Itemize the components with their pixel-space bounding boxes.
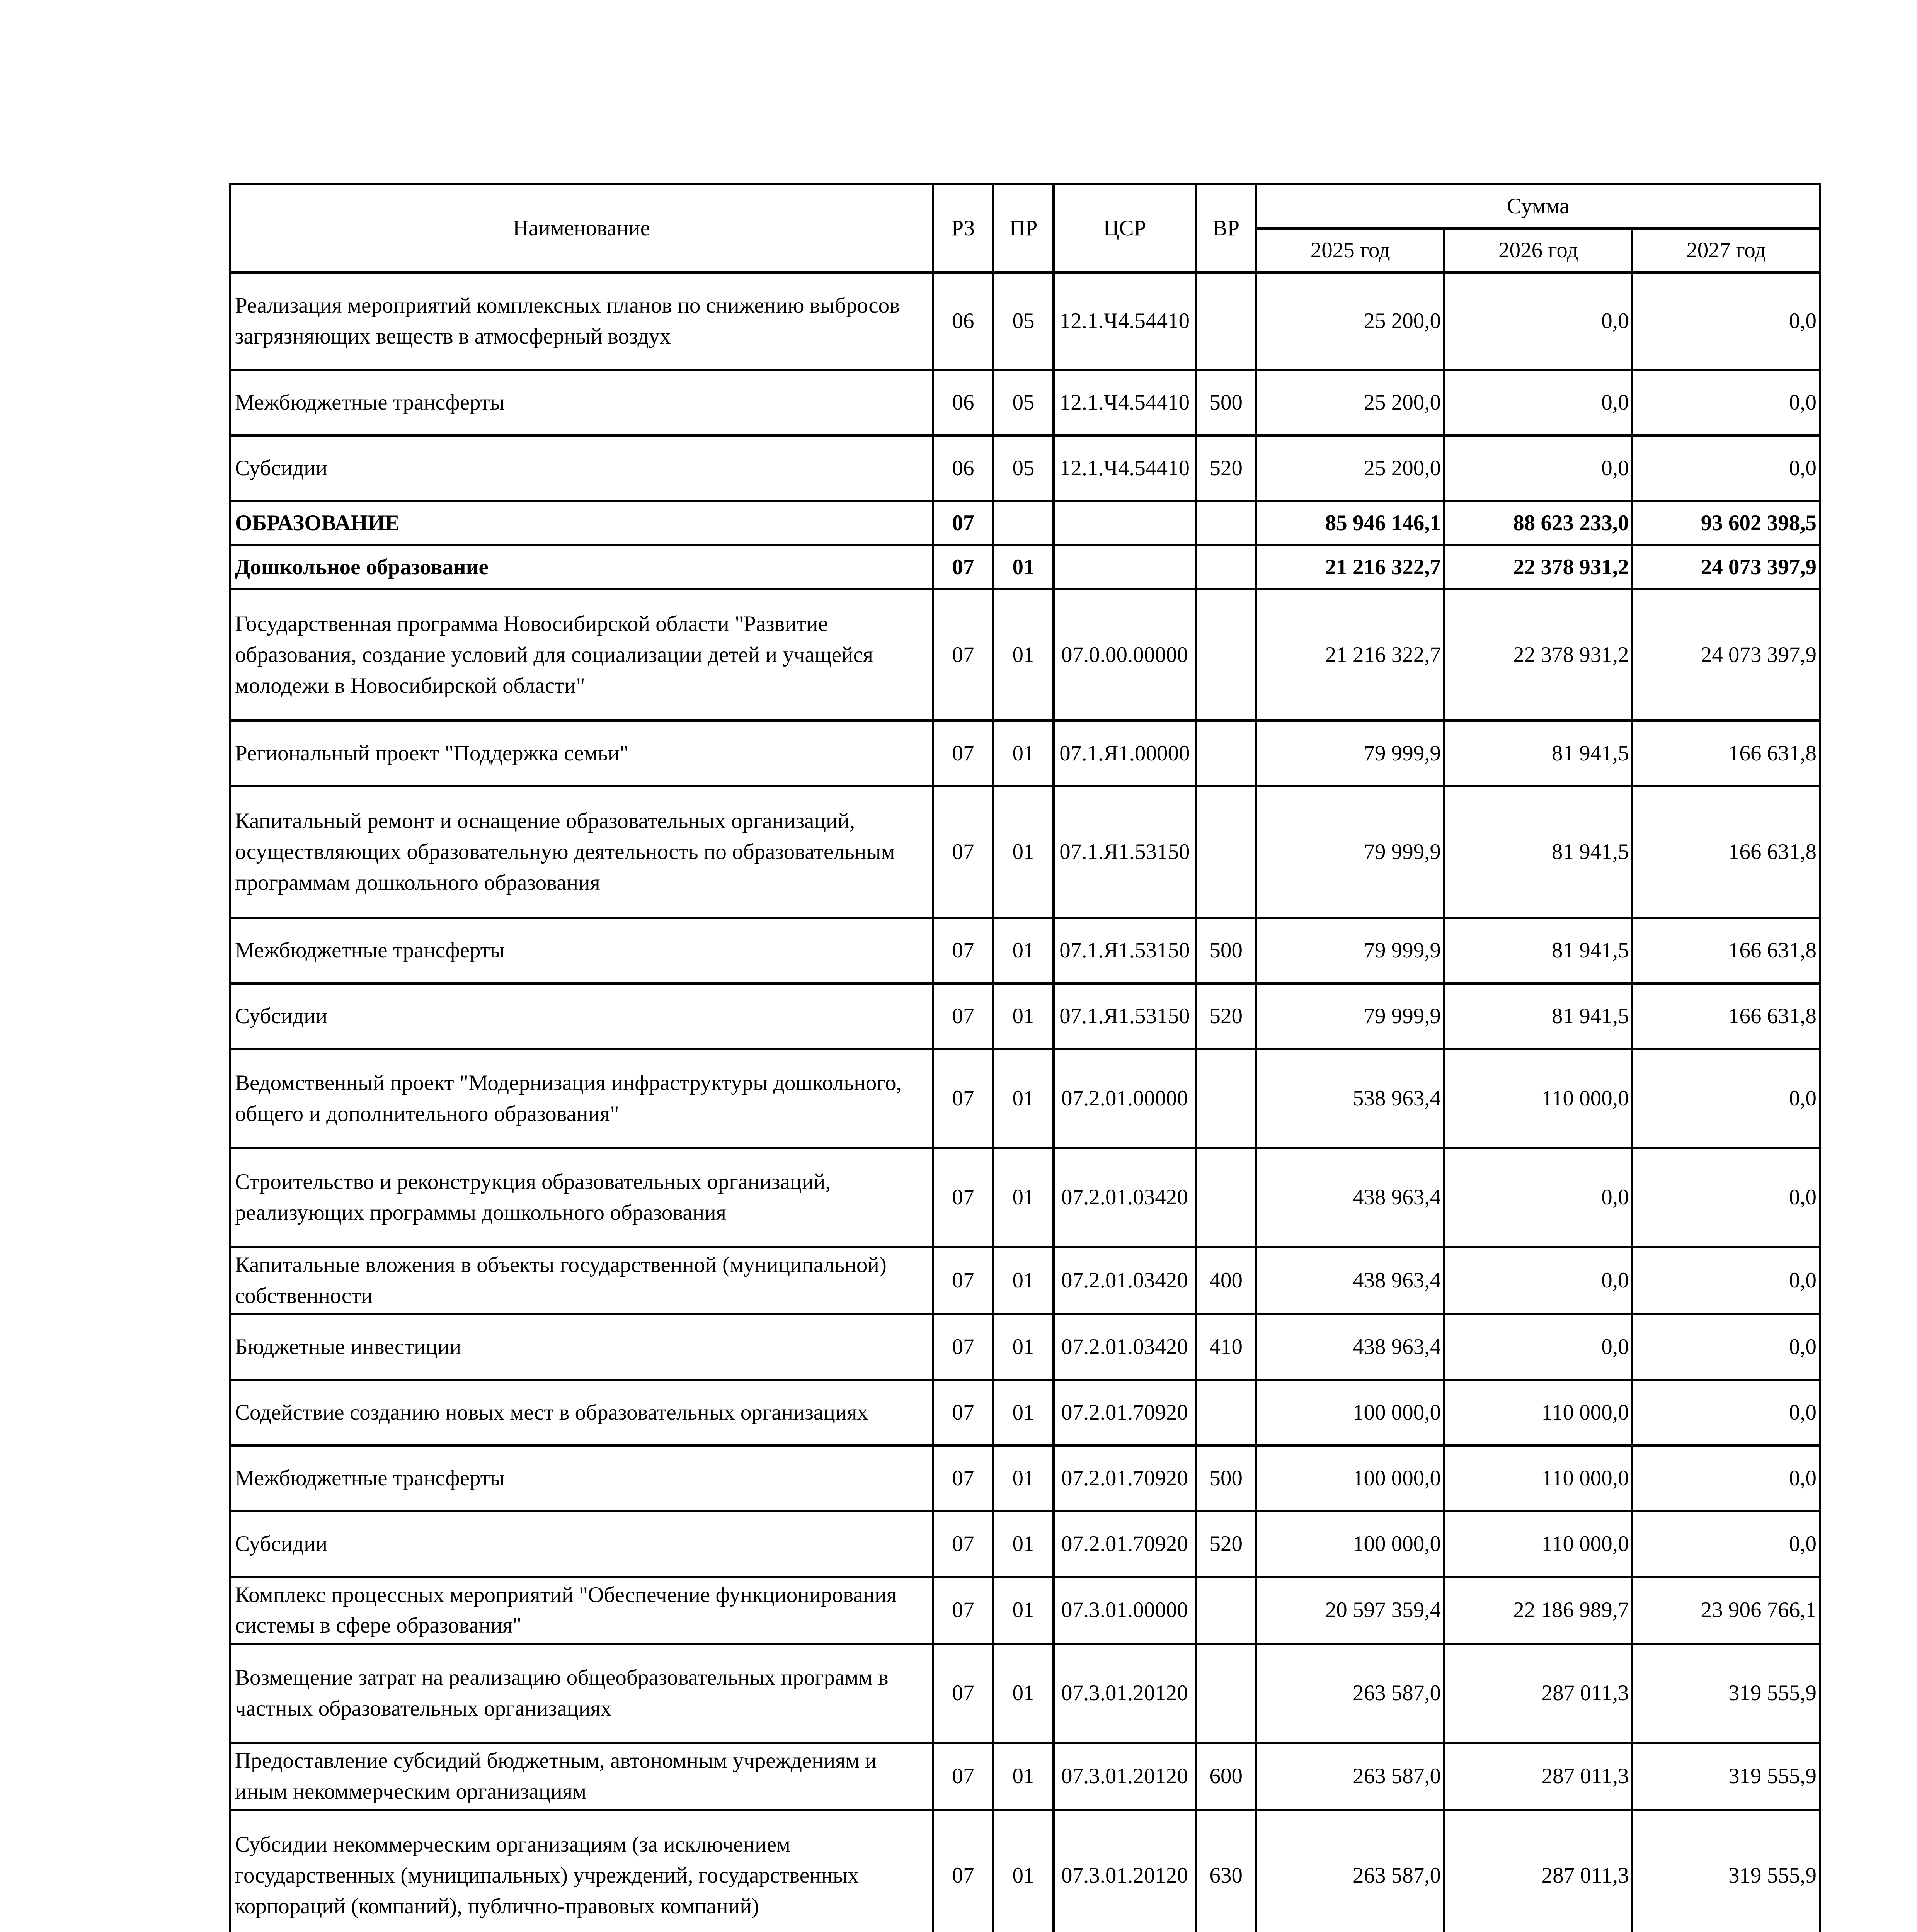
- row-amount-2027: 0,0: [1632, 370, 1820, 435]
- row-pr: 05: [993, 435, 1053, 501]
- row-csr: [1054, 501, 1196, 545]
- row-amount-2027: 319 555,9: [1632, 1644, 1820, 1743]
- row-pr: 01: [993, 1049, 1053, 1148]
- table-row: [230, 918, 1820, 983]
- row-amount-2027: 0,0: [1632, 435, 1820, 501]
- row-pr: 01: [993, 1247, 1053, 1314]
- row-name: Региональный проект "Поддержка семьи": [230, 721, 933, 786]
- row-amount-2027: 0,0: [1632, 1049, 1820, 1148]
- row-pr: 01: [993, 1446, 1053, 1511]
- row-rz: 06: [933, 435, 993, 501]
- row-csr: [1054, 545, 1196, 589]
- row-vr: [1196, 721, 1256, 786]
- row-rz: 07: [933, 501, 993, 545]
- row-amount-2025: 263 587,0: [1256, 1743, 1444, 1810]
- row-rz: 07: [933, 918, 993, 983]
- row-amount-2027: 23 906 766,1: [1632, 1577, 1820, 1644]
- row-amount-2027: 0,0: [1632, 1511, 1820, 1577]
- table-row: [230, 435, 1820, 501]
- row-vr: [1196, 545, 1256, 589]
- row-pr: [993, 501, 1053, 545]
- row-amount-2025: 263 587,0: [1256, 1810, 1444, 1932]
- row-rz: 07: [933, 983, 993, 1049]
- row-amount-2027: 0,0: [1632, 1314, 1820, 1380]
- row-amount-2027: 166 631,8: [1632, 786, 1820, 918]
- row-amount-2026: 0,0: [1444, 1247, 1632, 1314]
- row-amount-2026: 0,0: [1444, 272, 1632, 370]
- row-rz: 06: [933, 370, 993, 435]
- row-pr: 01: [993, 545, 1053, 589]
- row-pr: 01: [993, 1810, 1053, 1932]
- row-csr: 07.3.01.20120: [1054, 1810, 1196, 1932]
- row-amount-2026: 0,0: [1444, 1148, 1632, 1247]
- row-name: Капитальный ремонт и оснащение образовательных организаций, осуществляющих образовательную деятельность по образовательным программам дошкольного образования: [230, 786, 933, 918]
- row-amount-2026: 110 000,0: [1444, 1446, 1632, 1511]
- row-csr: 07.3.01.00000: [1054, 1577, 1196, 1644]
- row-amount-2025: 25 200,0: [1256, 272, 1444, 370]
- row-amount-2027: 0,0: [1632, 272, 1820, 370]
- row-amount-2025: 79 999,9: [1256, 786, 1444, 918]
- row-pr: 01: [993, 1314, 1053, 1380]
- row-vr: [1196, 1644, 1256, 1743]
- row-name: Бюджетные инвестиции: [230, 1314, 933, 1380]
- row-amount-2027: 24 073 397,9: [1632, 545, 1820, 589]
- row-name: Предоставление субсидий бюджетным, автономным учреждениям и иным некоммерческим организациям: [230, 1743, 933, 1810]
- row-name: Дошкольное образование: [230, 545, 933, 589]
- row-name: Реализация мероприятий комплексных планов по снижению выбросов загрязняющих веществ в атмосферный воздух: [230, 272, 933, 370]
- row-vr: [1196, 501, 1256, 545]
- row-csr: 12.1.Ч4.54410: [1054, 435, 1196, 501]
- row-csr: 07.1.Я1.00000: [1054, 721, 1196, 786]
- row-amount-2027: 319 555,9: [1632, 1810, 1820, 1932]
- row-amount-2026: 287 011,3: [1444, 1810, 1632, 1932]
- row-vr: 520: [1196, 435, 1256, 501]
- row-amount-2026: 22 378 931,2: [1444, 589, 1632, 721]
- row-amount-2026: 81 941,5: [1444, 918, 1632, 983]
- row-name: Комплекс процессных мероприятий "Обеспечение функционирования системы в сфере образования": [230, 1577, 933, 1644]
- budget-table: [229, 183, 1821, 1932]
- row-pr: 01: [993, 1743, 1053, 1810]
- row-csr: 12.1.Ч4.54410: [1054, 272, 1196, 370]
- row-csr: 07.2.01.03420: [1054, 1148, 1196, 1247]
- row-amount-2025: 85 946 146,1: [1256, 501, 1444, 545]
- row-amount-2025: 263 587,0: [1256, 1644, 1444, 1743]
- header-rz: РЗ: [933, 184, 993, 272]
- row-rz: 07: [933, 1247, 993, 1314]
- row-name: Капитальные вложения в объекты государственной (муниципальной) собственности: [230, 1247, 933, 1314]
- row-amount-2026: 110 000,0: [1444, 1049, 1632, 1148]
- row-amount-2027: 166 631,8: [1632, 721, 1820, 786]
- header-vr: ВР: [1196, 184, 1256, 272]
- table-row: [230, 1810, 1820, 1932]
- row-amount-2025: 79 999,9: [1256, 983, 1444, 1049]
- row-amount-2027: 166 631,8: [1632, 918, 1820, 983]
- row-amount-2025: 21 216 322,7: [1256, 545, 1444, 589]
- row-vr: [1196, 1148, 1256, 1247]
- row-pr: 01: [993, 983, 1053, 1049]
- row-vr: 520: [1196, 1511, 1256, 1577]
- table-body: [230, 272, 1820, 1932]
- row-name: Субсидии некоммерческим организациям (за исключением государственных (муниципальных) учреждений, государственных корпораций (компаний), публично-правовых компаний): [230, 1810, 933, 1932]
- row-name: Возмещение затрат на реализацию общеобразовательных программ в частных образовательных организациях: [230, 1644, 933, 1743]
- row-amount-2026: 81 941,5: [1444, 786, 1632, 918]
- header-row-top: [230, 184, 1820, 228]
- row-amount-2026: 81 941,5: [1444, 721, 1632, 786]
- row-amount-2025: 438 963,4: [1256, 1314, 1444, 1380]
- row-rz: 07: [933, 1577, 993, 1644]
- row-vr: [1196, 1049, 1256, 1148]
- table-row: [230, 721, 1820, 786]
- row-pr: 01: [993, 1148, 1053, 1247]
- row-pr: 01: [993, 786, 1053, 918]
- table-row: [230, 501, 1820, 545]
- row-amount-2027: 166 631,8: [1632, 983, 1820, 1049]
- table-row: [230, 1577, 1820, 1644]
- table-row: [230, 1247, 1820, 1314]
- row-amount-2026: 22 378 931,2: [1444, 545, 1632, 589]
- row-csr: 07.1.Я1.53150: [1054, 786, 1196, 918]
- row-vr: 520: [1196, 983, 1256, 1049]
- row-amount-2026: 0,0: [1444, 435, 1632, 501]
- header-pr: ПР: [993, 184, 1053, 272]
- table-row: [230, 1446, 1820, 1511]
- row-name: Межбюджетные трансферты: [230, 918, 933, 983]
- row-csr: 12.1.Ч4.54410: [1054, 370, 1196, 435]
- row-vr: [1196, 1577, 1256, 1644]
- row-name: Ведомственный проект "Модернизация инфраструктуры дошкольного, общего и дополнительного образования": [230, 1049, 933, 1148]
- row-vr: 500: [1196, 370, 1256, 435]
- row-name: Субсидии: [230, 1511, 933, 1577]
- row-vr: 400: [1196, 1247, 1256, 1314]
- row-amount-2026: 110 000,0: [1444, 1511, 1632, 1577]
- row-vr: 630: [1196, 1810, 1256, 1932]
- row-name: Строительство и реконструкция образовательных организаций, реализующих программы дошкольного образования: [230, 1148, 933, 1247]
- row-amount-2027: 0,0: [1632, 1380, 1820, 1446]
- row-pr: 01: [993, 1577, 1053, 1644]
- row-name: ОБРАЗОВАНИЕ: [230, 501, 933, 545]
- row-amount-2027: 24 073 397,9: [1632, 589, 1820, 721]
- row-amount-2025: 100 000,0: [1256, 1511, 1444, 1577]
- table-row: [230, 1049, 1820, 1148]
- header-name: Наименование: [230, 184, 933, 272]
- table-row: [230, 1380, 1820, 1446]
- row-amount-2025: 438 963,4: [1256, 1148, 1444, 1247]
- row-rz: 07: [933, 786, 993, 918]
- row-amount-2027: 0,0: [1632, 1148, 1820, 1247]
- row-csr: 07.1.Я1.53150: [1054, 983, 1196, 1049]
- header-year-2026: 2026 год: [1444, 228, 1632, 272]
- row-vr: 600: [1196, 1743, 1256, 1810]
- table-row: [230, 370, 1820, 435]
- row-rz: 07: [933, 1380, 993, 1446]
- row-name: Межбюджетные трансферты: [230, 370, 933, 435]
- row-csr: 07.3.01.20120: [1054, 1743, 1196, 1810]
- row-amount-2025: 538 963,4: [1256, 1049, 1444, 1148]
- row-amount-2026: 0,0: [1444, 370, 1632, 435]
- row-rz: 07: [933, 1446, 993, 1511]
- row-rz: 07: [933, 1511, 993, 1577]
- row-pr: 01: [993, 1380, 1053, 1446]
- row-csr: 07.2.01.70920: [1054, 1511, 1196, 1577]
- row-rz: 07: [933, 589, 993, 721]
- table-row: [230, 786, 1820, 918]
- header-sum: Сумма: [1256, 184, 1820, 228]
- row-rz: 07: [933, 1314, 993, 1380]
- row-amount-2026: 81 941,5: [1444, 983, 1632, 1049]
- row-amount-2025: 100 000,0: [1256, 1446, 1444, 1511]
- row-rz: 07: [933, 1810, 993, 1932]
- row-rz: 07: [933, 1743, 993, 1810]
- row-csr: 07.2.01.70920: [1054, 1446, 1196, 1511]
- table-row: [230, 1314, 1820, 1380]
- row-name: Содействие созданию новых мест в образовательных организациях: [230, 1380, 933, 1446]
- row-vr: [1196, 1380, 1256, 1446]
- row-rz: 06: [933, 272, 993, 370]
- row-amount-2026: 88 623 233,0: [1444, 501, 1632, 545]
- row-vr: [1196, 272, 1256, 370]
- row-vr: [1196, 589, 1256, 721]
- row-amount-2025: 438 963,4: [1256, 1247, 1444, 1314]
- row-pr: 01: [993, 1511, 1053, 1577]
- header-csr: ЦСР: [1054, 184, 1196, 272]
- row-amount-2025: 79 999,9: [1256, 721, 1444, 786]
- row-rz: 07: [933, 1148, 993, 1247]
- row-amount-2025: 100 000,0: [1256, 1380, 1444, 1446]
- row-rz: 07: [933, 1644, 993, 1743]
- row-csr: 07.2.01.70920: [1054, 1380, 1196, 1446]
- row-name: Субсидии: [230, 435, 933, 501]
- row-amount-2025: 25 200,0: [1256, 435, 1444, 501]
- row-vr: 410: [1196, 1314, 1256, 1380]
- row-rz: 07: [933, 545, 993, 589]
- row-amount-2026: 287 011,3: [1444, 1743, 1632, 1810]
- row-vr: [1196, 786, 1256, 918]
- row-amount-2027: 0,0: [1632, 1247, 1820, 1314]
- row-pr: 05: [993, 370, 1053, 435]
- row-amount-2027: 93 602 398,5: [1632, 501, 1820, 545]
- row-name: Субсидии: [230, 983, 933, 1049]
- row-pr: 01: [993, 918, 1053, 983]
- row-rz: 07: [933, 1049, 993, 1148]
- row-pr: 05: [993, 272, 1053, 370]
- row-name: Государственная программа Новосибирской области "Развитие образования, создание условий для социализации детей и учащейся молодежи в Новосибирской области": [230, 589, 933, 721]
- row-vr: 500: [1196, 1446, 1256, 1511]
- row-pr: 01: [993, 1644, 1053, 1743]
- row-amount-2026: 110 000,0: [1444, 1380, 1632, 1446]
- row-name: Межбюджетные трансферты: [230, 1446, 933, 1511]
- row-amount-2025: 20 597 359,4: [1256, 1577, 1444, 1644]
- row-csr: 07.2.01.00000: [1054, 1049, 1196, 1148]
- row-csr: 07.0.00.00000: [1054, 589, 1196, 721]
- row-csr: 07.1.Я1.53150: [1054, 918, 1196, 983]
- table-row: [230, 1511, 1820, 1577]
- header-year-2027: 2027 год: [1632, 228, 1820, 272]
- row-csr: 07.3.01.20120: [1054, 1644, 1196, 1743]
- table-row: [230, 1743, 1820, 1810]
- table-header: [230, 184, 1820, 272]
- row-amount-2026: 0,0: [1444, 1314, 1632, 1380]
- header-year-2025: 2025 год: [1256, 228, 1444, 272]
- row-amount-2025: 25 200,0: [1256, 370, 1444, 435]
- row-rz: 07: [933, 721, 993, 786]
- row-amount-2026: 287 011,3: [1444, 1644, 1632, 1743]
- row-amount-2027: 0,0: [1632, 1446, 1820, 1511]
- row-amount-2027: 319 555,9: [1632, 1743, 1820, 1810]
- table-row: [230, 545, 1820, 589]
- row-csr: 07.2.01.03420: [1054, 1247, 1196, 1314]
- table-row: [230, 1644, 1820, 1743]
- row-amount-2025: 21 216 322,7: [1256, 589, 1444, 721]
- table-row: [230, 1148, 1820, 1247]
- table-row: [230, 272, 1820, 370]
- row-csr: 07.2.01.03420: [1054, 1314, 1196, 1380]
- row-vr: 500: [1196, 918, 1256, 983]
- table-row: [230, 589, 1820, 721]
- row-pr: 01: [993, 721, 1053, 786]
- row-amount-2025: 79 999,9: [1256, 918, 1444, 983]
- row-amount-2026: 22 186 989,7: [1444, 1577, 1632, 1644]
- row-pr: 01: [993, 589, 1053, 721]
- table-row: [230, 983, 1820, 1049]
